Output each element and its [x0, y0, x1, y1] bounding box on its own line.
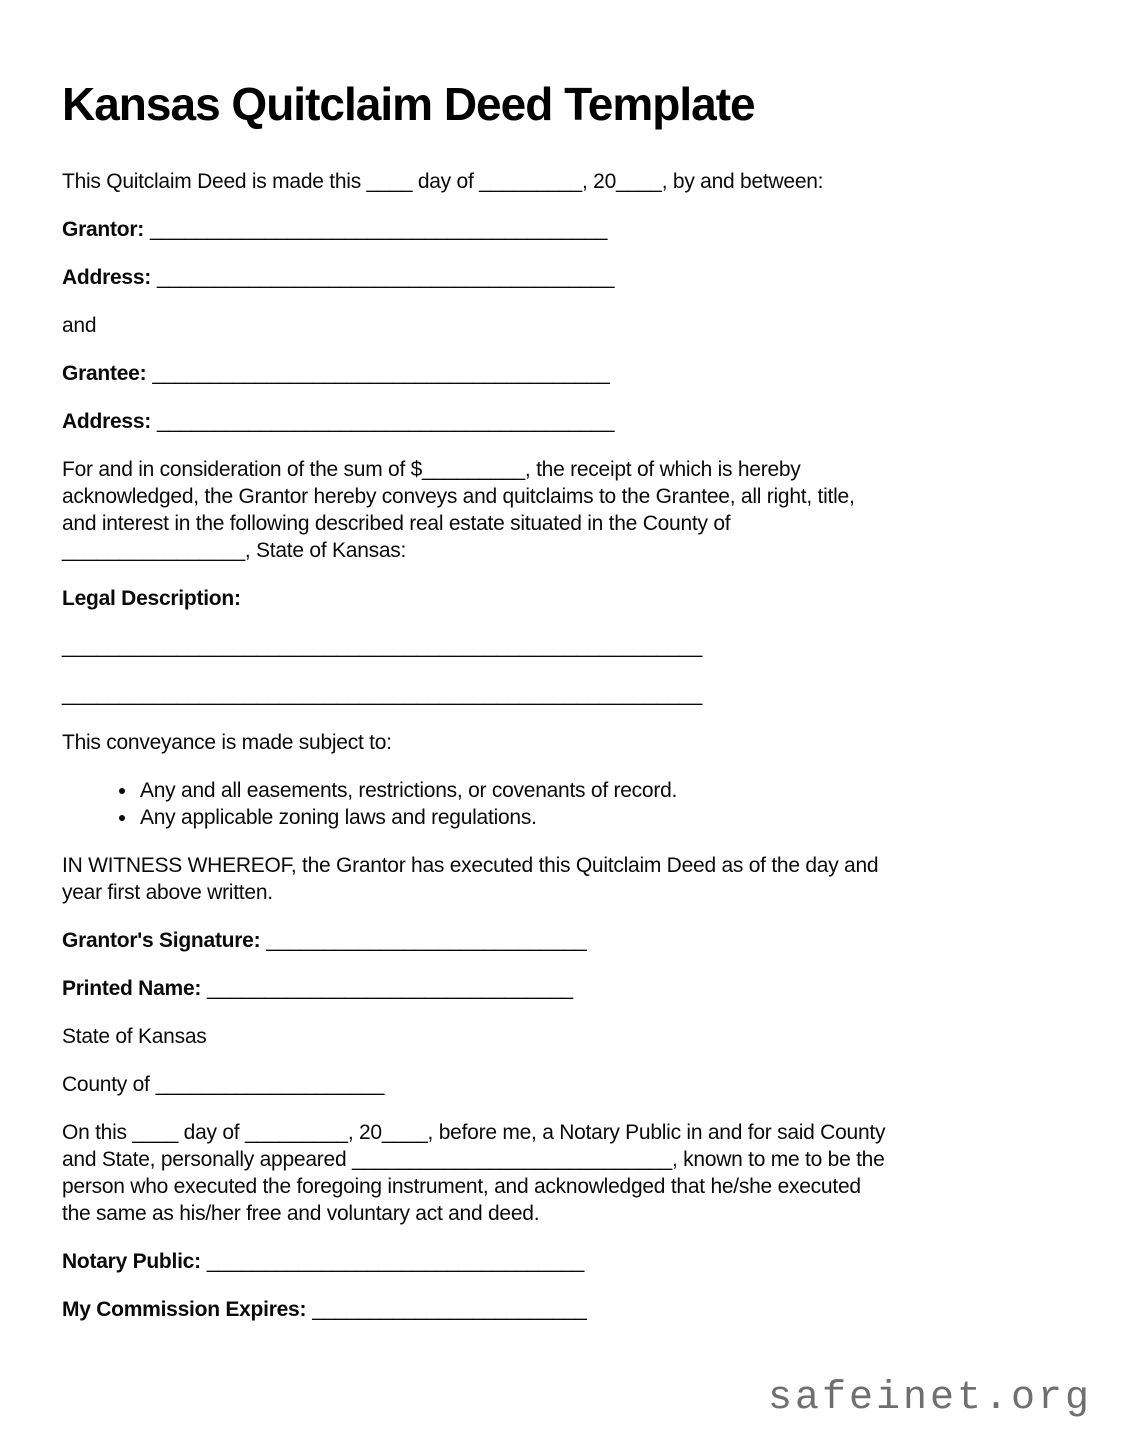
grantee-label: Grantee:	[62, 362, 147, 386]
consideration-line: acknowledged, the Grantor hereby conveys and quitclaims to the Grantee, all right, title,	[62, 485, 855, 509]
commission-expires-blank-line: ________________________	[312, 1298, 587, 1322]
printed-name-field	[62, 975, 1036, 1002]
legal-description-blank-line-2: ________________________________________________________	[62, 683, 703, 707]
grantee-field	[62, 360, 1036, 387]
state-of-kansas-text: State of Kansas	[62, 1025, 207, 1049]
grantor-address-label: Address:	[62, 266, 152, 290]
notary-ack-line: On this ____ day of _________, 20____, before me, a Notary Public in and for said County	[62, 1121, 886, 1145]
watermark-text: safeinet.org	[767, 1376, 1092, 1421]
grantor-blank-line: ________________________________________	[150, 218, 608, 242]
intro-paragraph: This Quitclaim Deed is made this ____ day of _________, 20____, by and between:	[62, 170, 824, 194]
notary-ack-line: person who executed the foregoing instrument, and acknowledged that he/she executed	[62, 1175, 861, 1199]
notary-public-label: Notary Public:	[62, 1250, 201, 1274]
county-field	[62, 1071, 1036, 1098]
consideration-line: For and in consideration of the sum of $_________, the receipt of which is hereby	[62, 458, 801, 482]
grantor-address-blank-line: ________________________________________	[157, 266, 615, 290]
notary-ack-line: the same as his/her free and voluntary act and deed.	[62, 1202, 540, 1226]
grantor-address-field	[62, 264, 1036, 291]
legal-description-heading	[62, 585, 1036, 612]
notary-ack-line: and State, personally appeared ____________________________, known to me to be the	[62, 1148, 885, 1172]
grantor-signature-field	[62, 927, 1036, 954]
printed-name-label: Printed Name:	[62, 977, 202, 1001]
notary-acknowledgment-paragraph	[62, 1119, 1036, 1227]
notary-public-field	[62, 1248, 1036, 1275]
county-label: County of	[62, 1073, 150, 1097]
grantor-signature-blank-line: ____________________________	[266, 929, 587, 953]
consideration-line: and interest in the following described real estate situated in the County of	[62, 512, 731, 536]
legal-description-label: Legal Description:	[62, 587, 241, 611]
grantee-address-blank-line: ________________________________________	[157, 410, 615, 434]
witness-paragraph	[62, 852, 1036, 906]
consideration-paragraph	[62, 456, 1036, 564]
printed-name-blank-line: ________________________________	[207, 977, 573, 1001]
county-blank-line: ____________________	[155, 1073, 385, 1097]
witness-line: year first above written.	[62, 881, 273, 905]
document-title: Kansas Quitclaim Deed Template	[62, 78, 755, 130]
commission-expires-label: My Commission Expires:	[62, 1298, 307, 1322]
grantee-blank-line: ________________________________________	[152, 362, 610, 386]
grantor-field	[62, 216, 1036, 243]
witness-line: IN WITNESS WHEREOF, the Grantor has executed this Quitclaim Deed as of the day and	[62, 854, 879, 878]
subject-to-item: • Any applicable zoning laws and regulations.	[138, 804, 1036, 831]
subject-to-intro: This conveyance is made subject to:	[62, 731, 392, 755]
grantor-signature-label: Grantor's Signature:	[62, 929, 261, 953]
subject-to-list	[62, 777, 1036, 831]
subject-to-item: • Any and all easements, restrictions, or covenants of record.	[138, 777, 1036, 804]
legal-description-blank-line-1: ________________________________________________________	[62, 635, 703, 659]
grantee-address-label: Address:	[62, 410, 152, 434]
grantor-label: Grantor:	[62, 218, 144, 242]
consideration-line: ________________, State of Kansas:	[62, 539, 407, 563]
notary-public-blank-line: _________________________________	[206, 1250, 585, 1274]
commission-expires-field	[62, 1296, 1036, 1323]
grantee-address-field	[62, 408, 1036, 435]
conjunction-text: and	[62, 314, 97, 338]
